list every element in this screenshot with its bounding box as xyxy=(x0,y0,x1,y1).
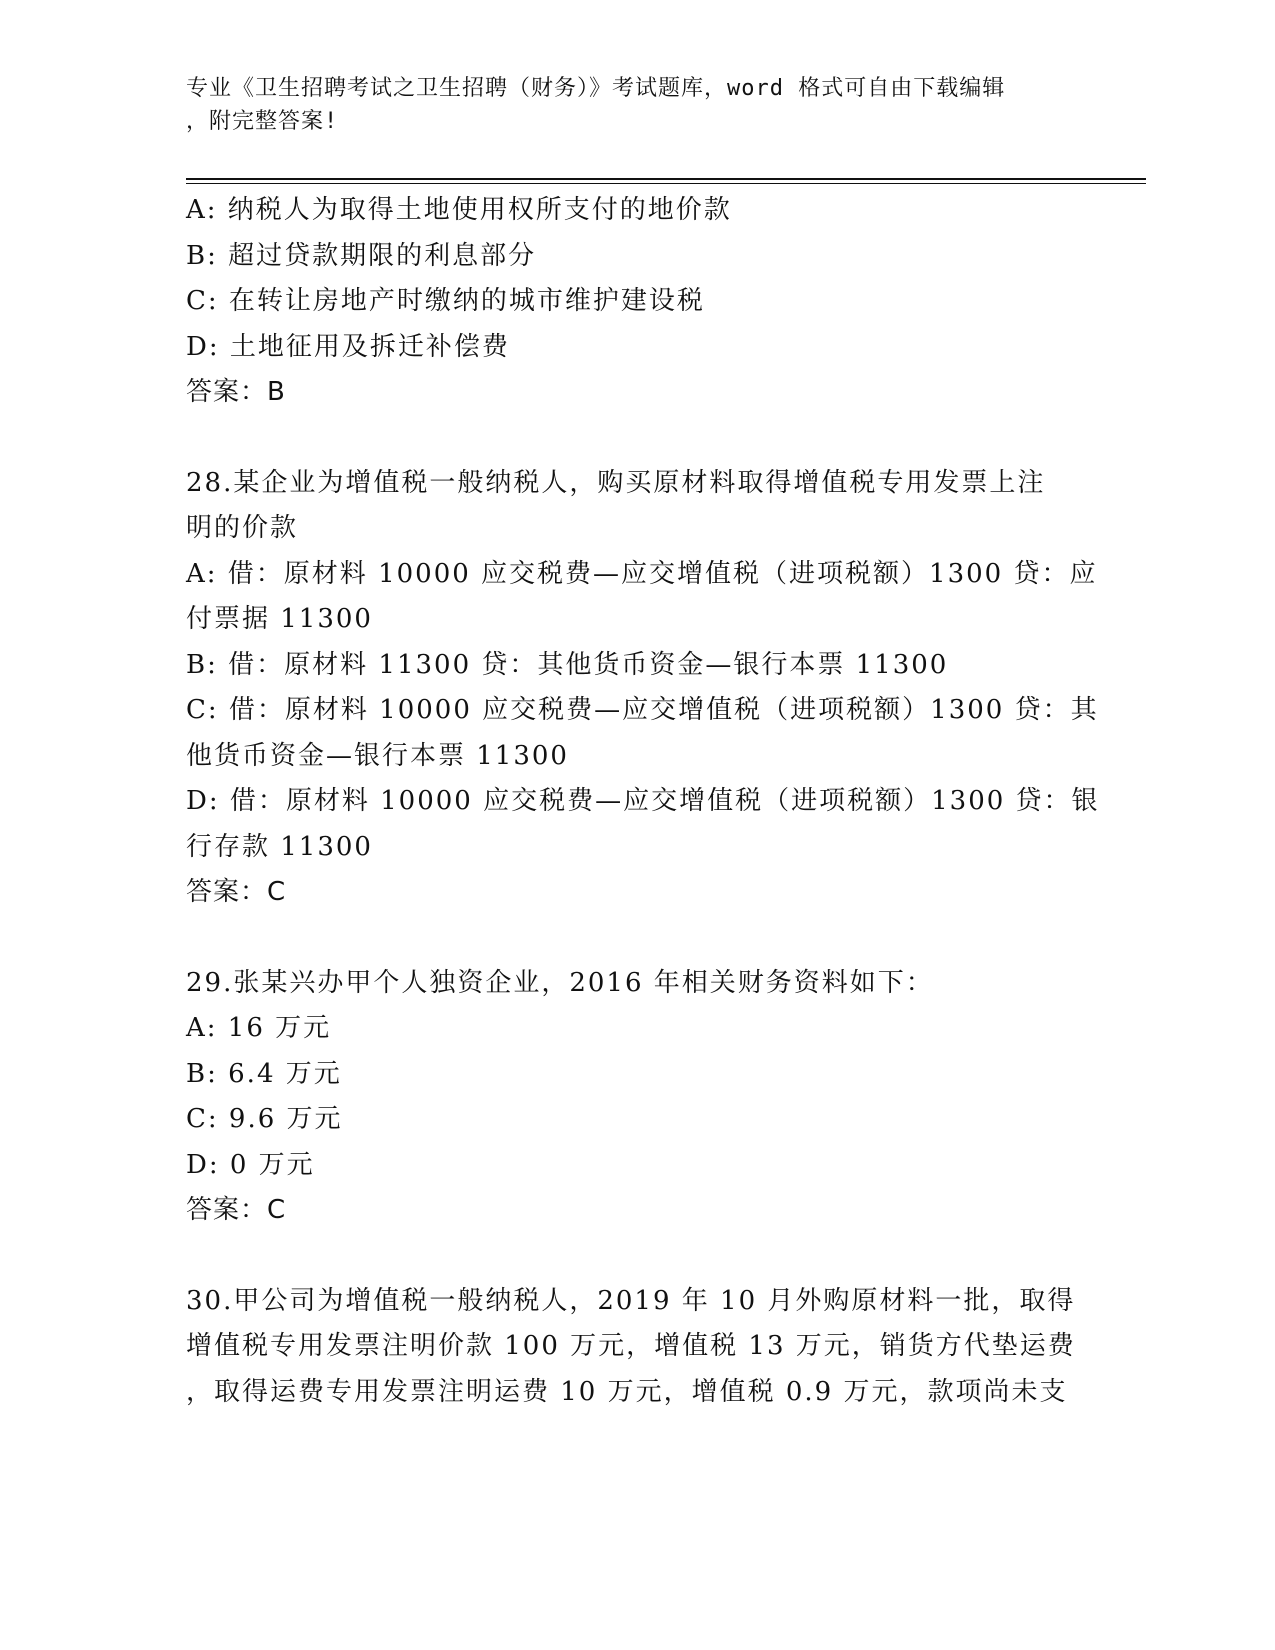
option-c: C: 借：原材料 10000 应交税费—应交增值税（进项税额）1300 贷：其 xyxy=(186,695,1099,725)
answer-line: 答案：C xyxy=(186,877,287,907)
question-stem-line: 28.某企业为增值税一般纳税人，购买原材料取得增值税专用发票上注 xyxy=(186,467,1046,498)
question-stem-line: 明的价款 xyxy=(186,513,299,543)
document-header xyxy=(186,72,1066,138)
question-stem-line: 增值税专用发票注明价款 100 万元，增值税 13 万元，销货方代垫运费 xyxy=(186,1331,1076,1361)
question-list xyxy=(186,188,1100,1415)
question-gap xyxy=(186,416,1086,461)
question-28 xyxy=(186,461,1100,916)
option-d: D: 0 万元 xyxy=(186,1149,315,1180)
header-line-2: ，附完整答案! xyxy=(186,109,339,134)
option-a-cont: 付票据 11300 xyxy=(186,604,373,634)
option-d: D: 土地征用及拆迁补偿费 xyxy=(186,331,510,362)
question-30 xyxy=(186,1279,1086,1416)
option-d: D: 借：原材料 10000 应交税费—应交增值税（进项税额）1300 贷：银 xyxy=(186,786,1100,816)
header-line-1: 专业《卫生招聘考试之卫生招聘（财务）》考试题库，word 格式可自由下载编辑 xyxy=(186,76,1006,101)
question-27 xyxy=(186,188,1086,416)
question-stem: 29.张某兴办甲个人独资企业，2016 年相关财务资料如下： xyxy=(186,967,934,998)
question-gap xyxy=(186,1234,1086,1279)
option-b: B: 借：原材料 11300 贷：其他货币资金—银行本票 11300 xyxy=(186,649,949,680)
option-c: C: 在转让房地产时缴纳的城市维护建设税 xyxy=(186,286,705,316)
option-c: C: 9.6 万元 xyxy=(186,1104,343,1134)
option-b: B: 超过贷款期限的利息部分 xyxy=(186,240,537,271)
option-a: A: 16 万元 xyxy=(186,1013,332,1043)
option-c-cont: 他货币资金—银行本票 11300 xyxy=(186,740,569,771)
option-a: A: 借：原材料 10000 应交税费—应交增值税（进项税额）1300 贷：应 xyxy=(186,558,1098,589)
question-stem-line: 30.甲公司为增值税一般纳税人，2019 年 10 月外购原材料一批，取得 xyxy=(186,1285,1076,1316)
header-divider-thin xyxy=(186,183,1146,184)
question-stem-line: ，取得运费专用发票注明运费 10 万元，增值税 0.9 万元，款项尚未支 xyxy=(186,1376,1068,1407)
question-gap xyxy=(186,916,1086,961)
option-b: B: 6.4 万元 xyxy=(186,1058,342,1089)
header-divider-thick xyxy=(186,178,1146,180)
answer-line: 答案：B xyxy=(186,377,286,407)
question-29 xyxy=(186,961,1086,1234)
option-a: A: 纳税人为取得土地使用权所支付的地价款 xyxy=(186,195,732,225)
option-d-cont: 行存款 11300 xyxy=(186,831,373,862)
answer-line: 答案：C xyxy=(186,1195,287,1225)
